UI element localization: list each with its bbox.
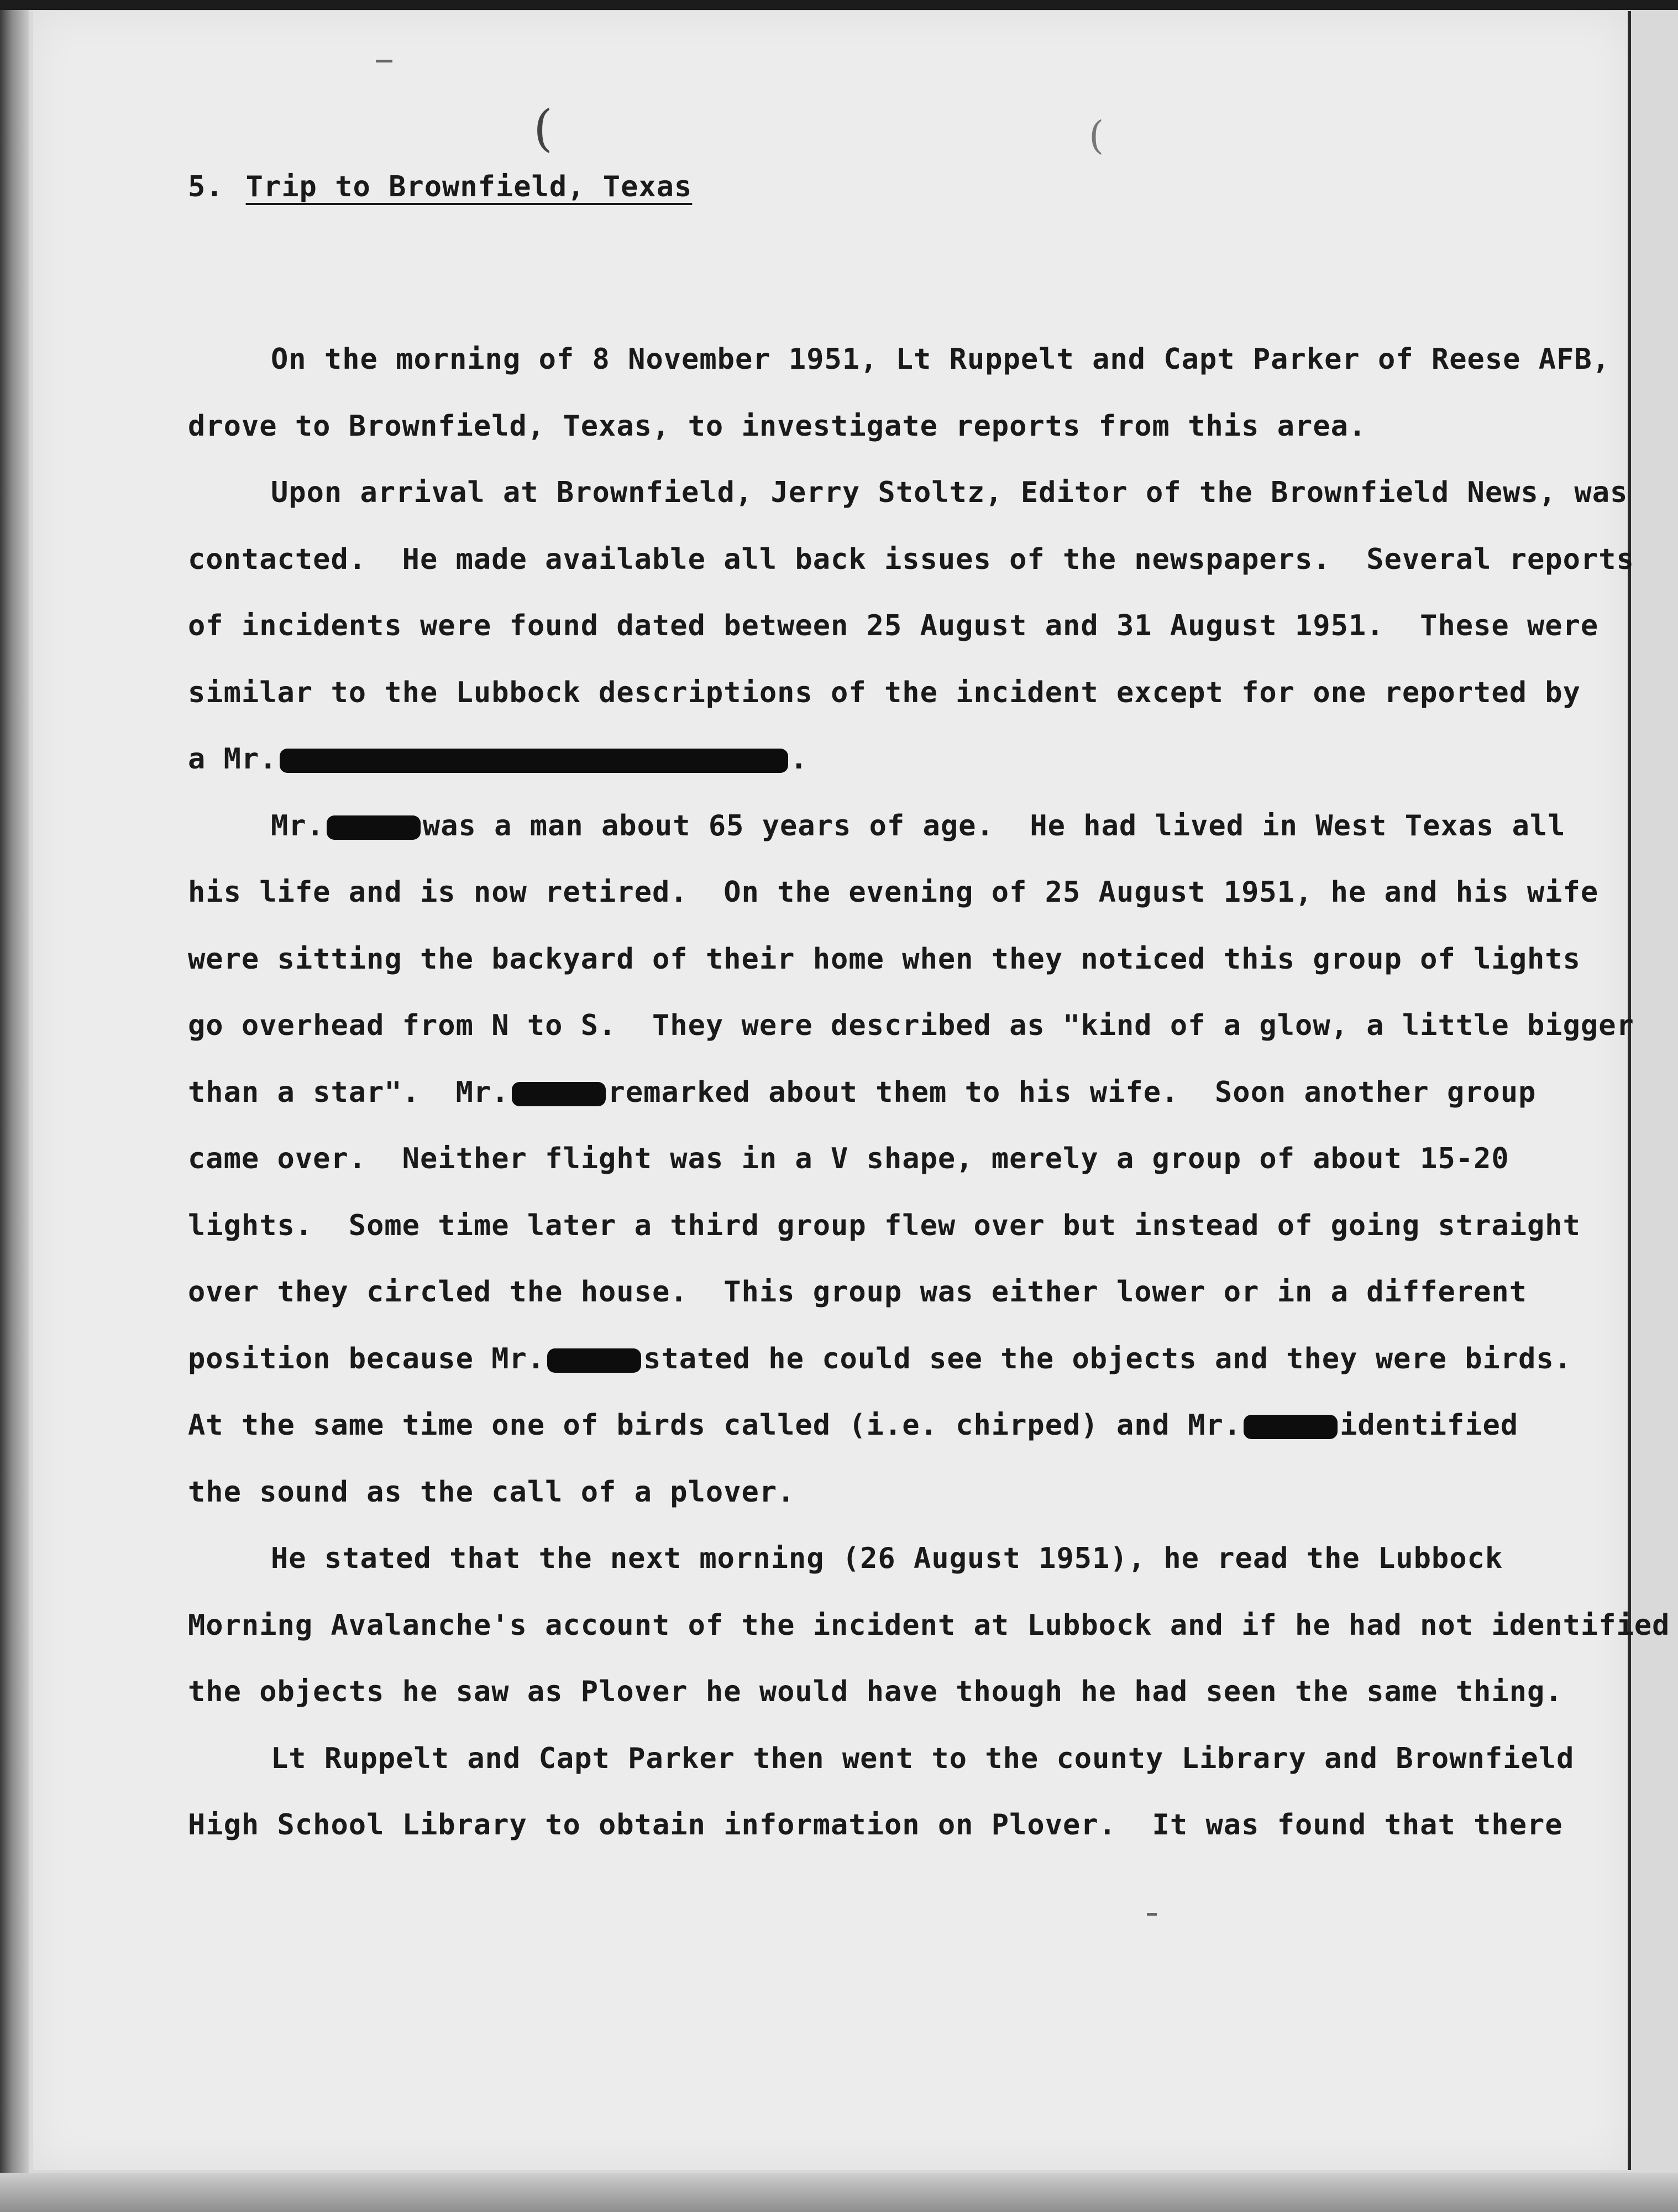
- text-line: similar to the Lubbock descriptions of the incident except for one reported by: [188, 676, 1581, 709]
- text-line: drove to Brownfield, Texas, to investigate reports from this area.: [188, 409, 1367, 443]
- text-fragment: stated he could see the objects and they were birds.: [643, 1342, 1572, 1376]
- text-fragment: .: [790, 742, 808, 776]
- text-line: go overhead from N to S. They were described as "kind of a glow, a little bigger: [188, 1009, 1634, 1042]
- redaction-bar: [327, 815, 421, 840]
- redaction-bar: [512, 1082, 606, 1106]
- report-body: [188, 326, 1670, 1859]
- scan-speck: [1147, 1913, 1157, 1916]
- text-line: He stated that the next morning (26 August 1951), he read the Lubbock: [271, 1542, 1503, 1575]
- text-fragment: than a star". Mr.: [188, 1075, 510, 1109]
- text-line: [188, 1392, 1570, 1459]
- text-line: were sitting the backyard of their home when they noticed this group of lights: [188, 942, 1581, 976]
- text-fragment: identified: [1340, 1409, 1519, 1442]
- text-line: [188, 726, 1570, 793]
- scan-left-edge: [0, 10, 29, 2212]
- text-line: [188, 793, 1570, 860]
- scan-bottom-edge: [0, 2173, 1678, 2212]
- scan-top-edge: [0, 0, 1678, 10]
- text-fragment: a Mr.: [188, 742, 277, 776]
- text-line: [188, 1326, 1570, 1393]
- scan-speck: [376, 60, 392, 62]
- section-title: Trip to Brownfield, Texas: [245, 170, 693, 203]
- redaction-bar: [547, 1348, 641, 1373]
- text-fragment: position because Mr.: [188, 1342, 546, 1376]
- text-line: Morning Avalanche's account of the incident at Lubbock and if he had not identified: [188, 1608, 1670, 1642]
- text-fragment: At the same time one of birds called (i.e. chirped) and Mr.: [188, 1409, 1242, 1442]
- text-line: of incidents were found dated between 25 August and 31 August 1951. These were: [188, 609, 1599, 642]
- text-line: lights. Some time later a third group flew over but instead of going straight: [188, 1209, 1581, 1242]
- section-number: 5.: [188, 170, 224, 203]
- text-fragment: Mr.: [271, 809, 324, 843]
- text-line: over they circled the house. This group was either lower or in a different: [188, 1275, 1527, 1309]
- redaction-bar: [1244, 1415, 1338, 1439]
- redaction-bar: [280, 749, 788, 773]
- punch-mark-left: (: [533, 100, 553, 158]
- text-fragment: remarked about them to his wife. Soon another group: [607, 1075, 1537, 1109]
- text-line: came over. Neither flight was in a V shape, merely a group of about 15-20: [188, 1142, 1509, 1175]
- text-fragment: was a man about 65 years of age. He had lived in West Texas all: [422, 809, 1566, 843]
- text-line: the sound as the call of a plover.: [188, 1475, 795, 1509]
- text-line: On the morning of 8 November 1951, Lt Ruppelt and Capt Parker of Reese AFB,: [271, 343, 1610, 376]
- text-line: contacted. He made available all back issues of the newspapers. Several reports: [188, 542, 1634, 576]
- text-line: the objects he saw as Plover he would have though he had seen the same thing.: [188, 1675, 1563, 1708]
- text-line: his life and is now retired. On the evening of 25 August 1951, he and his wife: [188, 876, 1599, 909]
- text-line: Lt Ruppelt and Capt Parker then went to the county Library and Brownfield: [271, 1742, 1575, 1775]
- punch-mark-right: (: [1089, 113, 1104, 158]
- text-line: [188, 1059, 1570, 1126]
- text-line: High School Library to obtain information on Plover. It was found that there: [188, 1808, 1563, 1842]
- text-line: Upon arrival at Brownfield, Jerry Stoltz, Editor of the Brownfield News, was: [271, 476, 1628, 509]
- section-heading: [188, 170, 692, 203]
